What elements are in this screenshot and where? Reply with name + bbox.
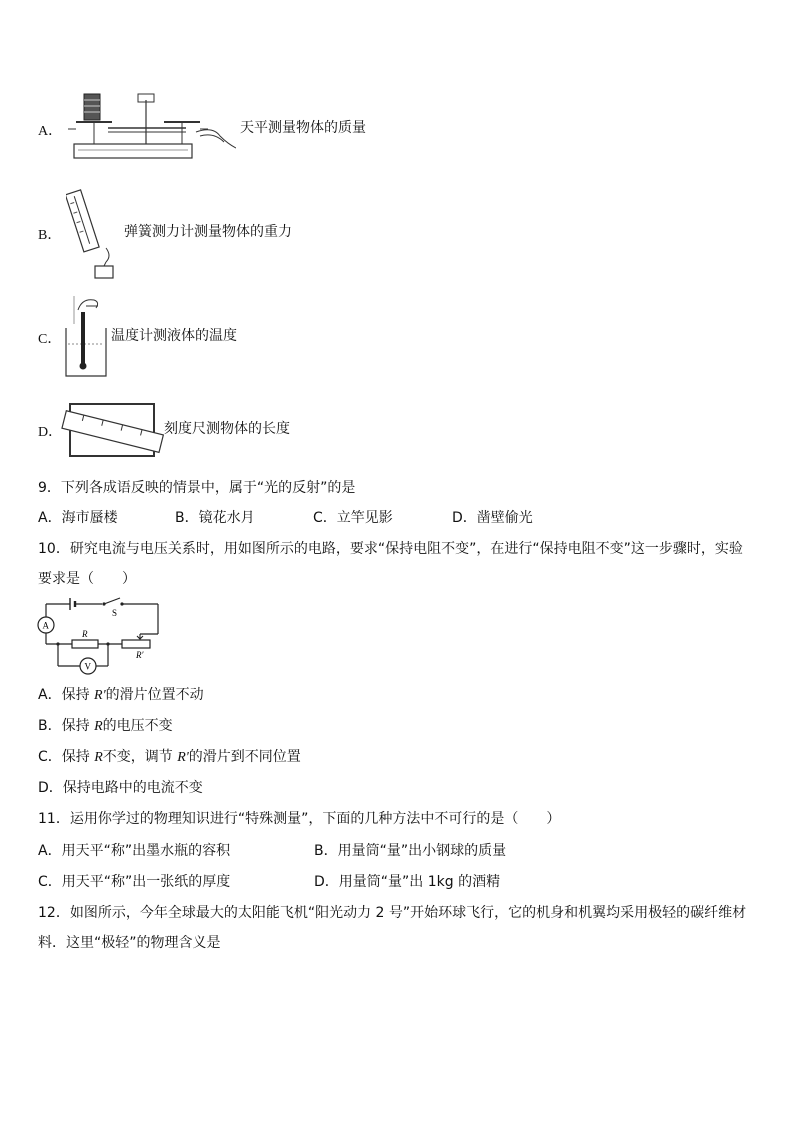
option-b-text: 弹簧测力计测量物体的重力 [124,224,292,240]
switch-label: S [112,608,118,618]
balance-scale-figure [68,92,236,164]
switch-blade [104,598,120,604]
resistor-r-label: R [82,629,88,639]
q12-line2: 料．这里“极轻”的物理含义是 [38,935,221,951]
spring-scale-figure [66,186,126,282]
ruler-figure [60,400,166,466]
q10-option-d: D．保持电路中的电流不变 [38,780,203,796]
voltmeter-label: V [84,661,91,672]
q11-option-c: C．用天平“称”出一张纸的厚度 [38,874,231,890]
q9-option-a: A．海市蜃楼 [38,510,118,526]
q11-option-b: B．用量筒“量”出小钢球的质量 [314,843,507,859]
option-c-letter: C． [38,332,62,347]
q10-option-c: C．保持 R不变，调节 R'的滑片到不同位置 [38,749,301,765]
q10-stem-line2: 要求是（ ） [38,571,136,587]
q10-option-b: B．保持 R的电压不变 [38,718,173,734]
rheostat-r-prime [122,640,150,648]
thermometer-figure [60,294,112,380]
q9-option-d: D．凿壁偷光 [452,510,533,526]
q11-stem: 11．运用你学过的物理知识进行“特殊测量”，下面的几种方法中不可行的是（ ） [38,811,561,827]
q11-option-a: A．用天平“称”出墨水瓶的容积 [38,843,231,859]
q9-option-c: C．立竿见影 [313,510,393,526]
option-c-text: 温度计测液体的温度 [111,328,237,344]
option-a-text: 天平测量物体的质量 [240,120,366,136]
q10-option-a: A．保持 R'的滑片位置不动 [38,687,204,703]
option-d-text: 刻度尺测物体的长度 [164,421,290,437]
option-a-letter: A． [38,124,63,139]
q10-stem-line1: 10．研究电流与电压关系时，用如图所示的电路，要求“保持电阻不变”，在进行“保持电阻不变”这一步骤时，实验 [38,541,743,557]
rheostat-label: R′ [136,650,144,660]
circuit-diagram [36,594,162,678]
ammeter-label: A [42,620,49,631]
q9-option-b: B．镜花水月 [175,510,255,526]
rheostat-slider-arrow [137,634,143,639]
option-d-letter: D． [38,425,63,440]
q11-option-d: D．用量筒“量”出 1kg 的酒精 [314,874,501,890]
q12-line1: 12．如图所示，今年全球最大的太阳能飞机“阳光动力 2 号”开始环球飞行，它的机身和机翼均采用极轻的碳纤维材 [38,905,747,921]
resistor-r [72,640,98,648]
option-b-letter: B． [38,228,62,243]
q9-stem: 9．下列各成语反映的情景中，属于“光的反射”的是 [38,480,356,496]
